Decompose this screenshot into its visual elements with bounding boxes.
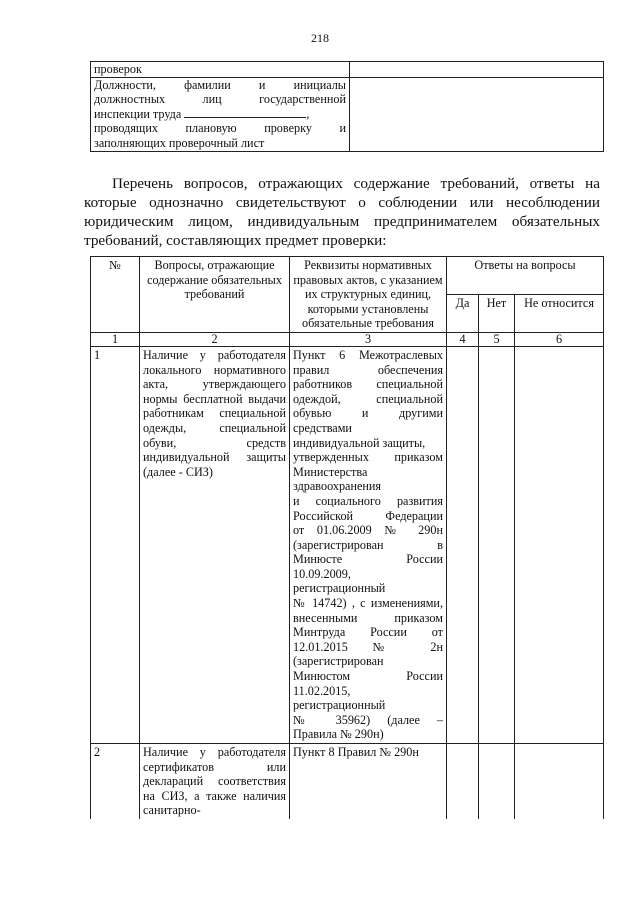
requisites-line: Минюсте России	[293, 552, 443, 567]
requisites-line: Пункт 8 Правил № 290н	[293, 745, 419, 759]
requisites-line: регистрационный	[293, 698, 386, 713]
info-label-line: инспекции труда	[94, 106, 182, 121]
requisites-line: № 14742) , с изменениями,	[293, 596, 443, 611]
intro-line: которые однозначно свидетельствуют о соблюдении или несоблюдении	[84, 194, 600, 211]
question-line: акта, утверждающего	[143, 377, 286, 392]
info-label-line: должностных лиц государственной	[94, 92, 346, 107]
requisites-line: индивидуальной защиты,	[293, 435, 426, 450]
requisites-line: Минтруда России от	[293, 625, 443, 640]
answer-yes-cell[interactable]	[447, 744, 479, 819]
info-row-inspections	[91, 62, 604, 78]
requisites-line: (зарегистрирован	[293, 654, 384, 669]
requisites-line: (зарегистрирован в	[293, 537, 443, 552]
blank-fill-line	[184, 107, 306, 118]
info-label-line-with-blank	[94, 107, 346, 122]
page-number: 218	[311, 31, 329, 45]
requisites-line: средствами	[293, 420, 352, 435]
intro-line: требований, составляющих предмет проверки:	[84, 232, 387, 249]
answer-yes-cell[interactable]	[447, 346, 479, 743]
header-answers: Ответы на вопросы	[447, 257, 604, 295]
inspection-info-table	[90, 61, 604, 152]
question-line: индивидуальной защиты	[143, 450, 286, 465]
row-number: 2	[91, 744, 140, 819]
header-row-main	[91, 257, 604, 295]
column-number: 2	[140, 332, 290, 346]
row-number: 1	[91, 346, 140, 743]
checklist-intro-paragraph	[84, 174, 600, 250]
question-line: на СИЗ, а также наличия	[143, 788, 286, 803]
question-line: обуви, средств	[143, 435, 286, 450]
column-number: 6	[515, 332, 604, 346]
header-question: Вопросы, отражающие содержание обязательных требований	[140, 257, 290, 333]
blank-suffix: ,	[306, 106, 310, 121]
requisites-line: № 35962) (далее –	[293, 712, 443, 727]
checklist-table	[90, 256, 604, 819]
answer-no-cell[interactable]	[479, 346, 515, 743]
info-label-line: заполняющих проверочный лист	[94, 135, 265, 150]
requisites-line: от 01.06.2009 № 290н	[293, 523, 443, 538]
question-line: (далее - СИЗ)	[143, 464, 213, 479]
requisites-line: 11.02.2015,	[293, 683, 351, 698]
column-number: 3	[290, 332, 447, 346]
info-label-inspections: проверок	[91, 62, 350, 78]
header-not-applicable: Не относится	[515, 294, 604, 332]
question-line: нормы бесплатной выдачи	[143, 391, 286, 406]
requisites-line: Правила № 290н)	[293, 727, 384, 742]
column-number: 4	[447, 332, 479, 346]
intro-line: юридическим лицом, индивидуальным предпринимателем обязательных	[84, 213, 600, 230]
requisites-line: 10.09.2009,	[293, 566, 351, 581]
requisites-line: Пункт 6 Межотраслевых	[293, 347, 443, 362]
checklist-row-1	[91, 346, 604, 743]
question-line: одежды, специальной	[143, 420, 286, 435]
question-line: Наличие у работодателя	[143, 347, 286, 362]
question-line: локального нормативного	[143, 362, 286, 377]
info-value-inspectors	[350, 77, 604, 151]
info-value-inspections	[350, 62, 604, 78]
header-number: №	[91, 257, 140, 333]
header-yes: Да	[447, 294, 479, 332]
header-requisites: Реквизиты нормативных правовых актов, с указанием их структурных единиц, которыми установлены обязательные требования	[290, 257, 447, 333]
answer-not-applicable-cell[interactable]	[515, 744, 604, 819]
column-number-row	[91, 332, 604, 346]
requisites-line: одеждой, специальной	[293, 391, 443, 406]
requisites-line: утвержденных приказом	[293, 450, 443, 465]
requisites-line: обувью и другими	[293, 406, 443, 421]
info-label-line: проводящих плановую проверку и	[94, 121, 346, 136]
info-row-inspectors	[91, 77, 604, 151]
requisites-line: здравоохранения	[293, 479, 382, 494]
intro-line: Перечень вопросов, отражающих содержание требований, ответы на	[112, 175, 600, 192]
column-number: 1	[91, 332, 140, 346]
requisites-line: Российской Федерации	[293, 508, 443, 523]
question-line: Наличие у работодателя	[143, 745, 286, 759]
question-line: санитарно-	[143, 803, 201, 818]
row-question	[140, 346, 290, 743]
column-number: 5	[479, 332, 515, 346]
checklist-row-2	[91, 744, 604, 819]
requisites-line: и социального развития	[293, 493, 443, 508]
info-label-inspectors	[91, 77, 350, 151]
header-no: Нет	[479, 294, 515, 332]
question-line: деклараций соответствия	[143, 774, 286, 789]
requisites-line: работников специальной	[293, 377, 443, 392]
requisites-line: внесенными приказом	[293, 610, 443, 625]
requisites-line: Министерства	[293, 464, 368, 479]
row-question	[140, 744, 290, 819]
info-label-line: Должности, фамилии и инициалы	[94, 77, 346, 92]
requisites-line: Минюстом России	[293, 669, 443, 684]
question-line: сертификатов или	[143, 759, 286, 774]
question-line: работникам специальной	[143, 406, 286, 421]
row-requisites	[290, 744, 447, 819]
row-requisites	[290, 346, 447, 743]
requisites-line: 12.01.2015 № 2н	[293, 639, 443, 654]
requisites-line: правил обеспечения	[293, 362, 443, 377]
answer-not-applicable-cell[interactable]	[515, 346, 604, 743]
requisites-line: регистрационный	[293, 581, 386, 596]
answer-no-cell[interactable]	[479, 744, 515, 819]
